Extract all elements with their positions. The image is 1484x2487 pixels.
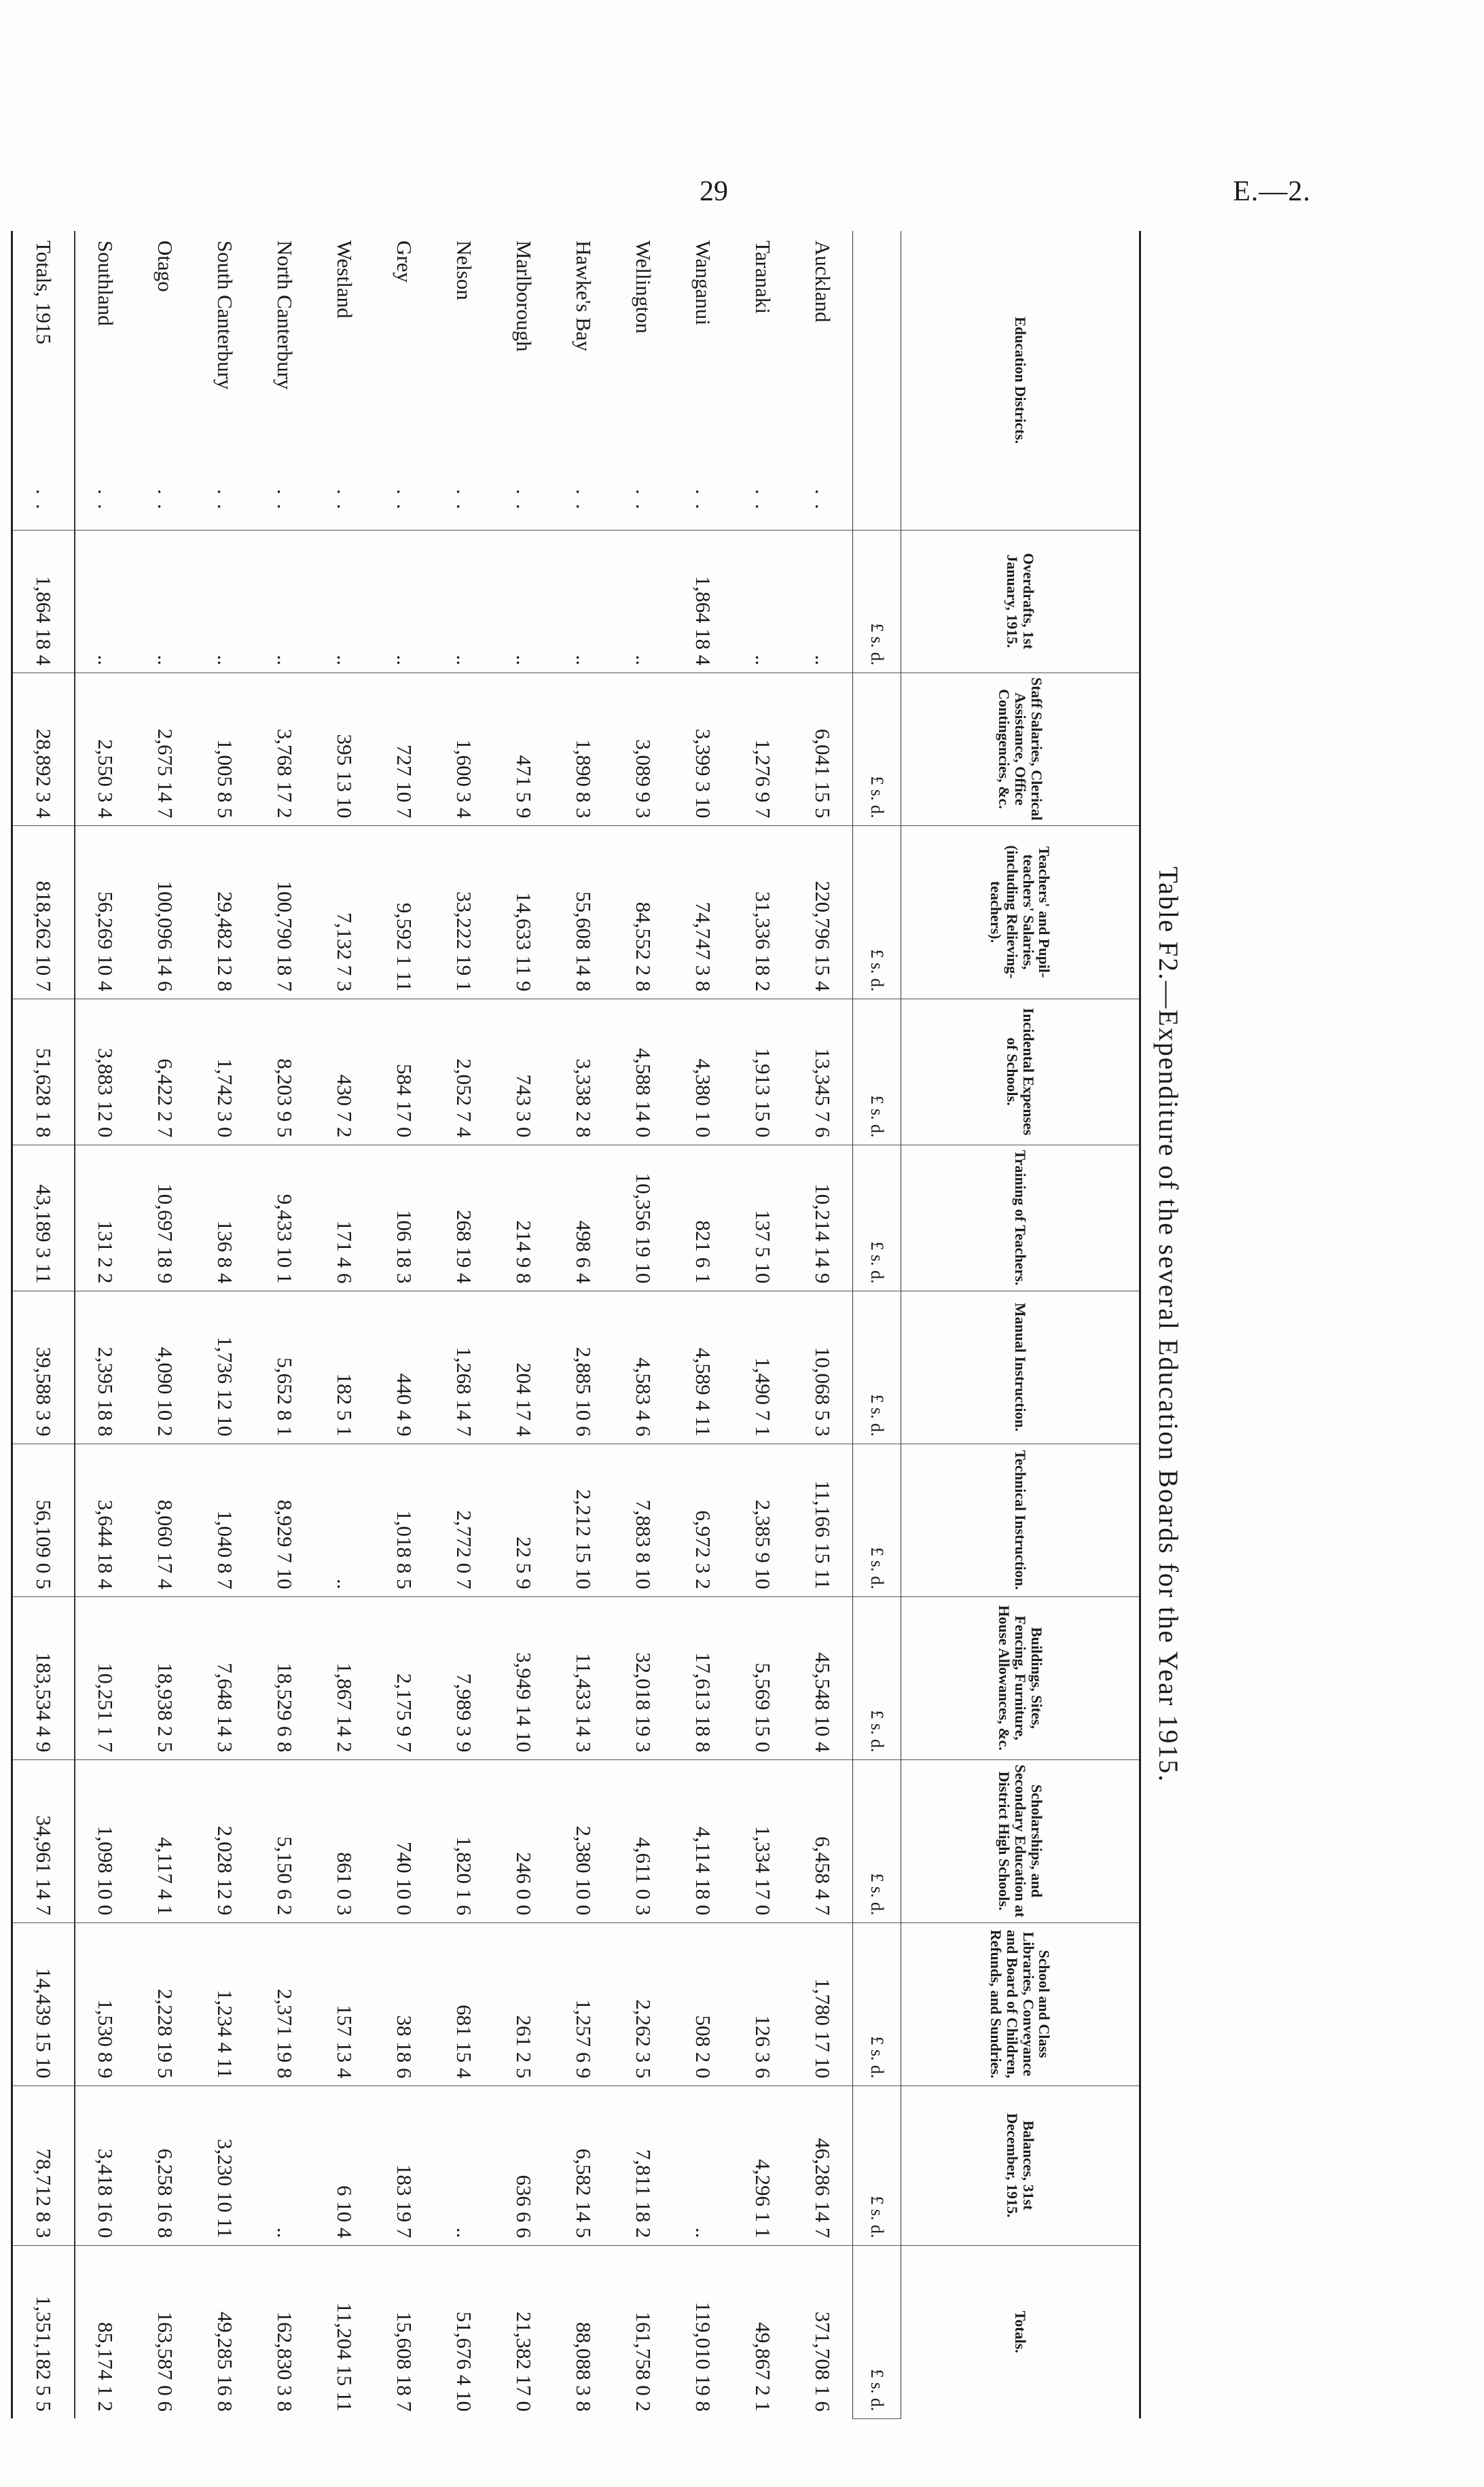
unit-cell: £ s. d. xyxy=(853,2086,901,2245)
amount-cell: 136 8 4 xyxy=(195,1145,255,1291)
unit-cell: £ s. d. xyxy=(853,999,901,1145)
unit-cell: £ s. d. xyxy=(853,2245,901,2418)
amount-cell: 5,150 6 2 xyxy=(255,1759,314,1922)
amount-cell: 1,040 8 7 xyxy=(195,1444,255,1596)
amount-cell: .. xyxy=(613,530,673,673)
amount-cell: 7,648 14 3 xyxy=(195,1596,255,1759)
amount-cell: 1,018 8 5 xyxy=(374,1444,434,1596)
amount-cell: 119,010 19 8 xyxy=(691,2302,715,2412)
district-name: Totals, 1915 .. xyxy=(12,231,75,530)
amount-cell: 31,336 18 2 xyxy=(733,825,793,999)
amount-cell: 7,132 7 3 xyxy=(314,825,374,999)
amount-cell: 636 6 6 xyxy=(494,2086,554,2245)
amount-cell: 8,060 17 4 xyxy=(135,1444,195,1596)
amount-cell: 56,109 0 5 xyxy=(12,1444,75,1596)
amount-cell: 4,583 4 6 xyxy=(613,1291,673,1444)
amount-cell: 471 5 9 xyxy=(494,673,554,825)
amount-cell: 395 13 10 xyxy=(314,673,374,825)
table-row xyxy=(314,231,374,2418)
amount-cell: 2,395 18 8 xyxy=(75,1291,135,1444)
amount-cell: 743 3 0 xyxy=(494,999,554,1145)
amount-cell: 85,174 1 2 xyxy=(94,2322,117,2412)
amount-cell: 34,961 14 7 xyxy=(12,1759,75,1922)
amount-cell: 4,611 0 3 xyxy=(613,1759,673,1922)
amount-cell: 4,117 4 1 xyxy=(135,1759,195,1922)
amount-cell: .. xyxy=(434,530,494,673)
amount-cell: 498 6 4 xyxy=(554,1145,613,1291)
amount-cell: 371,708 1 6 xyxy=(811,2311,835,2412)
amount-cell: 106 18 3 xyxy=(374,1145,434,1291)
unit-cell: £ s. d. xyxy=(853,1759,901,1922)
amount-cell: 22 5 9 xyxy=(494,1444,554,1596)
table-body xyxy=(12,231,853,2418)
amount-cell: 3,644 18 4 xyxy=(75,1444,135,1596)
amount-cell: 6 10 4 xyxy=(314,2086,374,2245)
column-header: Balances, 31st December, 1915. xyxy=(901,2086,1140,2245)
amount-cell: 7,989 3 9 xyxy=(434,1596,494,1759)
amount-cell: 440 4 9 xyxy=(374,1291,434,1444)
amount-cell: .. xyxy=(673,2086,733,2245)
amount-cell: 161,758 0 2 xyxy=(632,2311,655,2412)
amount-cell: 1,742 3 0 xyxy=(195,999,255,1145)
amount-cell: 3,768 17 2 xyxy=(255,673,314,825)
amount-cell: 1,820 1 6 xyxy=(434,1759,494,1922)
amount-cell: 49,285 16 8 xyxy=(213,2311,237,2412)
amount-cell: 100,790 18 7 xyxy=(255,825,314,999)
column-header: Buildings, Sites, Fencing, Furniture, House Allowances, &c. xyxy=(901,1596,1140,1759)
amount-cell: 6,458 4 7 xyxy=(793,1759,853,1922)
amount-cell: 1,234 4 11 xyxy=(195,1922,255,2086)
column-header: Totals. xyxy=(901,2245,1140,2418)
column-header: Incidental Expenses of Schools. xyxy=(901,999,1140,1145)
amount-cell: 6,258 16 8 xyxy=(135,2086,195,2245)
amount-cell: 3,399 3 10 xyxy=(673,673,733,825)
district-name: Auckland .. xyxy=(793,231,853,530)
amount-cell: 8,203 9 5 xyxy=(255,999,314,1145)
amount-cell: 2,262 3 5 xyxy=(613,1922,673,2086)
amount-cell: .. xyxy=(494,530,554,673)
amount-cell: 15,608 18 7 xyxy=(393,2311,416,2412)
amount-cell: 39,588 3 9 xyxy=(12,1291,75,1444)
amount-cell: 183 19 7 xyxy=(374,2086,434,2245)
amount-cell: 3,418 16 0 xyxy=(75,2086,135,2245)
district-name: Westland .. xyxy=(314,231,374,530)
table-row xyxy=(554,231,613,2418)
amount-cell: 821 6 1 xyxy=(673,1145,733,1291)
amount-cell: 2,550 3 4 xyxy=(75,673,135,825)
amount-cell: 126 3 6 xyxy=(733,1922,793,2086)
amount-cell: 6,582 14 5 xyxy=(554,2086,613,2245)
amount-cell: 10,214 14 9 xyxy=(793,1145,853,1291)
amount-cell: 246 0 0 xyxy=(494,1759,554,1922)
amount-cell: 162,830 3 8 xyxy=(273,2311,297,2412)
column-header: Scholarships, and Secondary Education at District High Schools. xyxy=(901,1759,1140,1922)
unit-cell: £ s. d. xyxy=(853,1444,901,1596)
table-row xyxy=(793,231,853,2418)
table-row xyxy=(733,231,793,2418)
amount-cell: 681 15 4 xyxy=(434,1922,494,2086)
district-name: Wellington .. xyxy=(613,231,673,530)
amount-cell: 1,257 6 9 xyxy=(554,1922,613,2086)
amount-cell: 4,589 4 11 xyxy=(673,1291,733,1444)
amount-cell: 5,652 8 1 xyxy=(255,1291,314,1444)
amount-cell: 51,676 4 10 xyxy=(452,2311,476,2412)
amount-cell: 171 4 6 xyxy=(314,1145,374,1291)
amount-cell: 13,345 7 6 xyxy=(793,999,853,1145)
amount-cell: 3,230 10 11 xyxy=(195,2086,255,2245)
amount-cell: 3,949 14 10 xyxy=(494,1596,554,1759)
amount-cell: 1,913 15 0 xyxy=(733,999,793,1145)
unit-cell: £ s. d. xyxy=(853,673,901,825)
page-number: 29 xyxy=(700,176,728,207)
amount-cell: 8,929 7 10 xyxy=(255,1444,314,1596)
amount-cell: 137 5 10 xyxy=(733,1145,793,1291)
column-header: Education Districts. xyxy=(901,231,1140,530)
amount-cell: 2,228 19 5 xyxy=(135,1922,195,2086)
district-name: Hawke's Bay .. xyxy=(554,231,613,530)
amount-cell: .. xyxy=(554,530,613,673)
amount-cell: 55,608 14 8 xyxy=(554,825,613,999)
amount-cell: .. xyxy=(75,530,135,673)
amount-cell: 2,772 0 7 xyxy=(434,1444,494,1596)
amount-cell: .. xyxy=(135,530,195,673)
amount-cell: 18,938 2 5 xyxy=(135,1596,195,1759)
unit-cell xyxy=(853,231,901,530)
column-header: School and Class Libraries, Conveyance and Board of Children, Refunds, and Sundries. xyxy=(901,1922,1140,2086)
amount-cell: 2,675 14 7 xyxy=(135,673,195,825)
table-row xyxy=(135,231,195,2418)
amount-cell: 430 7 2 xyxy=(314,999,374,1145)
table-header-row xyxy=(901,231,1140,2418)
amount-cell: 4,380 1 0 xyxy=(673,999,733,1145)
amount-cell: 268 19 4 xyxy=(434,1145,494,1291)
amount-cell: 21,382 17 0 xyxy=(512,2311,536,2412)
amount-cell: 2,175 9 7 xyxy=(374,1596,434,1759)
amount-cell: 33,222 19 1 xyxy=(434,825,494,999)
amount-cell: 7,883 8 10 xyxy=(613,1444,673,1596)
column-header: Overdrafts, 1st January, 1915. xyxy=(901,530,1140,673)
table-row xyxy=(494,231,554,2418)
column-header: Training of Teachers. xyxy=(901,1145,1140,1291)
district-name: Grey .. xyxy=(374,231,434,530)
district-name: Taranaki .. xyxy=(733,231,793,530)
amount-cell: 14,633 11 9 xyxy=(494,825,554,999)
amount-cell: 10,356 19 10 xyxy=(613,1145,673,1291)
amount-cell: 9,592 1 11 xyxy=(374,825,434,999)
amount-cell: 1,334 17 0 xyxy=(733,1759,793,1922)
amount-cell: 182 5 1 xyxy=(314,1291,374,1444)
amount-cell: 204 17 4 xyxy=(494,1291,554,1444)
amount-cell: 861 0 3 xyxy=(314,1759,374,1922)
amount-cell: 17,613 18 8 xyxy=(673,1596,733,1759)
amount-cell: 5,569 15 0 xyxy=(733,1596,793,1759)
amount-cell: 14,439 15 10 xyxy=(12,1922,75,2086)
amount-cell: 3,089 9 3 xyxy=(613,673,673,825)
column-header: Manual Instruction. xyxy=(901,1291,1140,1444)
unit-cell: £ s. d. xyxy=(853,1596,901,1759)
amount-cell: 38 18 6 xyxy=(374,1922,434,2086)
amount-cell: .. xyxy=(195,530,255,673)
district-name: Otago .. xyxy=(135,231,195,530)
amount-cell: 100,096 14 6 xyxy=(135,825,195,999)
table-row xyxy=(434,231,494,2418)
amount-cell: 3,883 12 0 xyxy=(75,999,135,1145)
amount-cell: 131 2 2 xyxy=(75,1145,135,1291)
column-header: Technical Instruction. xyxy=(901,1444,1140,1596)
amount-cell: 11,433 14 3 xyxy=(554,1596,613,1759)
amount-cell: 4,090 10 2 xyxy=(135,1291,195,1444)
amount-cell: 6,422 2 7 xyxy=(135,999,195,1145)
amount-cell: 220,796 15 4 xyxy=(793,825,853,999)
column-header: Teachers' and Pupil-teachers' Salaries, (including Relieving-teachers). xyxy=(901,825,1140,999)
amount-cell: 1,780 17 10 xyxy=(793,1922,853,2086)
unit-cell: £ s. d. xyxy=(853,1145,901,1291)
column-header: Staff Salaries, Clerical Assistance, Office Contingencies, &c. xyxy=(901,673,1140,825)
amount-cell: 45,548 10 4 xyxy=(793,1596,853,1759)
amount-cell: 2,028 12 9 xyxy=(195,1759,255,1922)
amount-cell: 508 2 0 xyxy=(673,1922,733,2086)
amount-cell: 261 2 5 xyxy=(494,1922,554,2086)
district-name: Marlborough .. xyxy=(494,231,554,530)
amount-cell: .. xyxy=(434,2086,494,2245)
amount-cell: 2,885 10 6 xyxy=(554,1291,613,1444)
amount-cell: .. xyxy=(374,530,434,673)
amount-cell: .. xyxy=(314,1444,374,1596)
amount-cell: 74,747 3 8 xyxy=(673,825,733,999)
amount-cell: .. xyxy=(733,530,793,673)
unit-cell: £ s. d. xyxy=(853,1291,901,1444)
amount-cell: .. xyxy=(793,530,853,673)
amount-cell: 51,628 1 8 xyxy=(12,999,75,1145)
amount-cell: 6,972 3 2 xyxy=(673,1444,733,1596)
amount-cell: 10,068 5 3 xyxy=(793,1291,853,1444)
amount-cell: 1,864 18 4 xyxy=(12,530,75,673)
district-name: North Canterbury .. xyxy=(255,231,314,530)
amount-cell: 584 17 0 xyxy=(374,999,434,1145)
amount-cell: 183,534 4 9 xyxy=(12,1596,75,1759)
district-name: South Canterbury .. xyxy=(195,231,255,530)
amount-cell: 28,892 3 4 xyxy=(12,673,75,825)
amount-cell: 1,268 14 7 xyxy=(434,1291,494,1444)
amount-cell: 11,204 15 11 xyxy=(333,2302,357,2412)
unit-cell: £ s. d. xyxy=(853,825,901,999)
table-row xyxy=(374,231,434,2418)
page-reference: E.—2. xyxy=(1233,176,1311,207)
table-row xyxy=(673,231,733,2418)
district-name: Wanganui .. xyxy=(673,231,733,530)
rotated-table-block xyxy=(32,231,1195,2418)
amount-cell: 6,041 15 5 xyxy=(793,673,853,825)
totals-row xyxy=(12,231,75,2418)
amount-cell: 10,697 18 9 xyxy=(135,1145,195,1291)
amount-cell: 2,371 19 8 xyxy=(255,1922,314,2086)
amount-cell: 1,736 12 10 xyxy=(195,1291,255,1444)
district-name: Nelson .. xyxy=(434,231,494,530)
amount-cell: 1,098 10 0 xyxy=(75,1759,135,1922)
table-row xyxy=(195,231,255,2418)
amount-cell: 43,189 3 11 xyxy=(12,1145,75,1291)
amount-cell: 214 9 8 xyxy=(494,1145,554,1291)
amount-cell: 10,251 1 7 xyxy=(75,1596,135,1759)
amount-cell: 1,600 3 4 xyxy=(434,673,494,825)
amount-cell: 1,890 8 3 xyxy=(554,673,613,825)
amount-cell: 18,529 6 8 xyxy=(255,1596,314,1759)
amount-cell: 84,552 2 8 xyxy=(613,825,673,999)
amount-cell: 11,166 15 11 xyxy=(793,1444,853,1596)
amount-cell: 1,867 14 2 xyxy=(314,1596,374,1759)
amount-cell: 1,351,182 5 5 xyxy=(12,2245,75,2418)
amount-cell: 32,018 19 3 xyxy=(613,1596,673,1759)
amount-cell: 1,490 7 1 xyxy=(733,1291,793,1444)
amount-cell: 157 13 4 xyxy=(314,1922,374,2086)
amount-cell: 1,530 8 9 xyxy=(75,1922,135,2086)
amount-cell: .. xyxy=(255,2086,314,2245)
amount-cell: 49,867 2 1 xyxy=(751,2322,775,2412)
amount-cell: 4,296 1 1 xyxy=(733,2086,793,2245)
table-row xyxy=(75,231,135,2418)
amount-cell: 78,712 8 3 xyxy=(12,2086,75,2245)
amount-cell: 9,433 10 1 xyxy=(255,1145,314,1291)
amount-cell: 2,212 15 10 xyxy=(554,1444,613,1596)
unit-cell: £ s. d. xyxy=(853,530,901,673)
amount-cell: 163,587 0 6 xyxy=(153,2311,177,2412)
table-row xyxy=(255,231,314,2418)
expenditure-table xyxy=(11,231,1141,2419)
amount-cell: 88,088 3 8 xyxy=(572,2322,596,2412)
amount-cell: 3,338 2 8 xyxy=(554,999,613,1145)
table-row xyxy=(613,231,673,2418)
amount-cell: 4,114 18 0 xyxy=(673,1759,733,1922)
amount-cell: 46,286 14 7 xyxy=(793,2086,853,2245)
amount-cell: 2,052 7 4 xyxy=(434,999,494,1145)
table-title: Table F2.—Expenditure of the several Education Boards for the Year 1915. xyxy=(1153,866,1184,1783)
amount-cell: 1,276 9 7 xyxy=(733,673,793,825)
amount-cell: 4,588 14 0 xyxy=(613,999,673,1145)
amount-cell: 7,811 18 2 xyxy=(613,2086,673,2245)
amount-cell: .. xyxy=(314,530,374,673)
amount-cell: 727 10 7 xyxy=(374,673,434,825)
unit-cell: £ s. d. xyxy=(853,1922,901,2086)
amount-cell: 56,269 10 4 xyxy=(75,825,135,999)
amount-cell: 2,380 10 0 xyxy=(554,1759,613,1922)
amount-cell: .. xyxy=(255,530,314,673)
amount-cell: 2,385 9 10 xyxy=(733,1444,793,1596)
amount-cell: 818,262 10 7 xyxy=(12,825,75,999)
amount-cell: 740 10 0 xyxy=(374,1759,434,1922)
amount-cell: 29,482 12 8 xyxy=(195,825,255,999)
units-row xyxy=(853,231,901,2418)
amount-cell: 1,005 8 5 xyxy=(195,673,255,825)
amount-cell: 1,864 18 4 xyxy=(673,530,733,673)
district-name: Southland .. xyxy=(75,231,135,530)
